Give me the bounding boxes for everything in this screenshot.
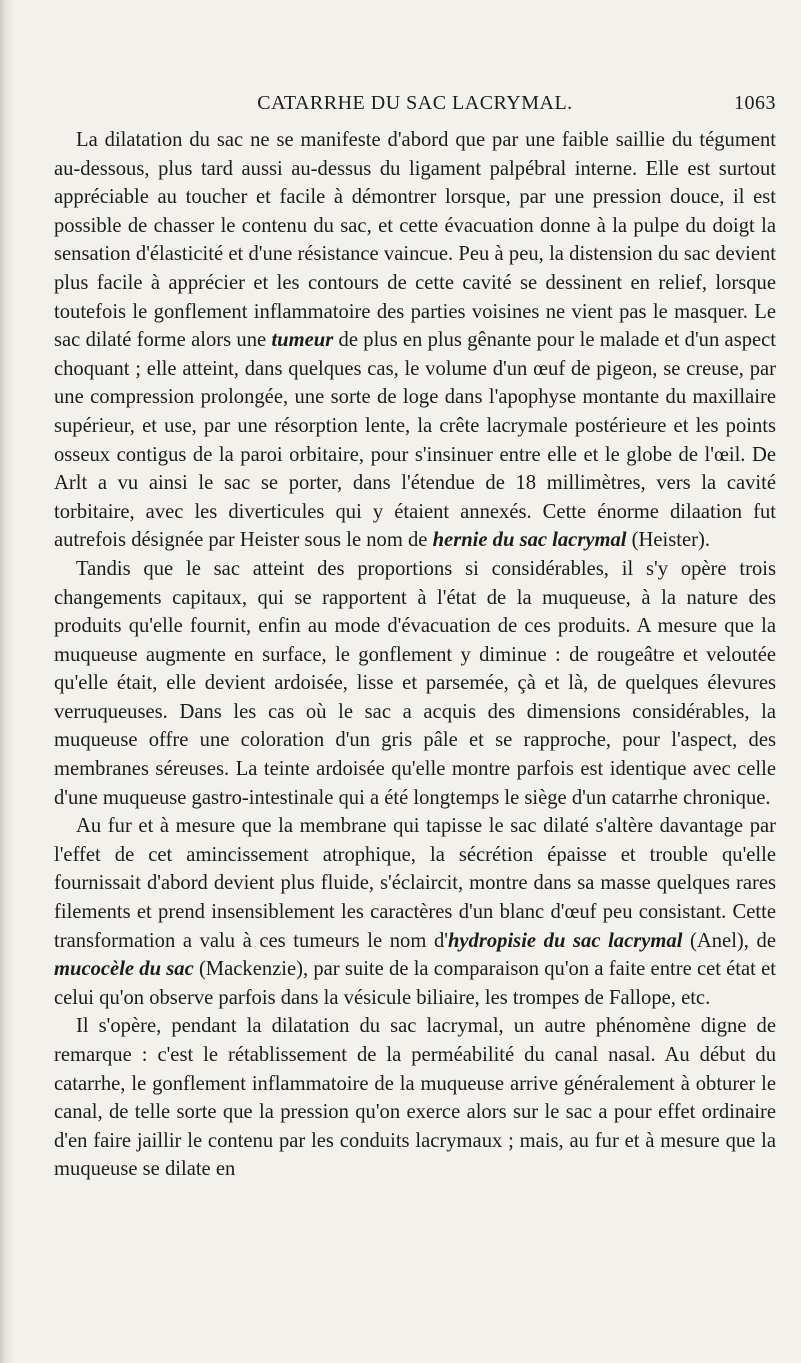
text-run: (Heister). xyxy=(626,529,710,552)
running-head xyxy=(54,92,776,122)
italic-term: hernie du sac lacrymal xyxy=(432,529,627,552)
paragraph xyxy=(54,555,776,812)
text-run: Il s'opère, pendant la dilatation du sac lacrymal, un autre phénomène digne de remarque : c'est le rétablissement de la perméabilité du canal nasal. Au début du catarrhe, le gonflement inflammatoire de la muqueuse arrive généralement à obturer le canal, de telle sorte que la pression qu'on exerce alors sur le sac a pour effet ordinaire d'en faire jaillir le contenu par les conduits lacrymaux ; mais, au fur et à mesure que la muqueuse se dilate en xyxy=(54,1015,776,1181)
body-text xyxy=(54,126,776,1184)
paragraph xyxy=(54,812,776,1012)
text-run: La dilatation du sac ne se manifeste d'abord que par une faible saillie du tégument au-dessous, plus tard aussi au-dessus du ligament palpébral interne. Elle est surtout appréciable au toucher et facile à démontrer lorsque, par une pression douce, il est possible de chasser le contenu du sac, et cette évacuation donne à la pulpe du doigt la sensation d'élasticité et d'une résistance vaincue. Peu à peu, la distension du sac devient plus facile à apprécier et les contours de cette cavité se dessinent en relief, lorsque toutefois le gonflement inflammatoire des parties voisines ne vient pas le masquer. Le sac dilaté forme alors une xyxy=(54,129,776,352)
text-run: (Anel), de xyxy=(682,929,776,952)
book-page xyxy=(54,92,776,1184)
running-title: CATARRHE DU SAC LACRYMAL. xyxy=(257,92,573,114)
text-run: de plus en plus gênante pour le malade et d'un aspect choquant ; elle atteint, dans quelques cas, le volume d'un œuf de pigeon, se creuse, par une compression prolongée, une sorte de loge dans l'apophyse montante du maxillaire supérieur, et use, par une résorption lente, la crête lacrymale postérieure et les points osseux contigus de la paroi orbitaire, pour s'insinuer entre elle et le globe de l'œil. De Arlt a vu ainsi le sac se porter, dans l'étendue de 18 millimètres, vers la cavité torbitaire, avec les diverticules qui y étaient annexés. Cette énorme dilaation fut autrefois désignée par Heister sous le nom de xyxy=(54,329,777,552)
paragraph xyxy=(54,126,776,555)
text-run: Au fur et à mesure que la membrane qui tapisse le sac dilaté s'altère davantage par l'effet de cet amincissement atrophique, la sécrétion épaisse et trouble qu'elle fournissait d'abord devient plus fluide, s'éclaircit, montre dans sa masse quelques rares filements et prend insensiblement les caractères d'un blanc d'œuf peu consistant. Cette transformation a valu à ces tumeurs le nom d' xyxy=(54,815,776,952)
italic-term: mucocèle du sac xyxy=(54,958,194,981)
italic-term: tumeur xyxy=(271,329,334,352)
text-run: Tandis que le sac atteint des proportions si considérables, il s'y opère trois changements capitaux, qui se rapportent à l'état de la muqueuse, à la nature des produits qu'elle fournit, enfin au mode d'évacuation de ces produits. A mesure que la muqueuse augmente en surface, le gonflement y diminue : de rougeâtre et veloutée qu'elle était, elle devient ardoisée, lisse et parsemée, çà et là, de quelques élevures verruqueuses. Dans les cas où le sac a acquis des dimensions considérables, la muqueuse offre une coloration d'un gris pâle et se rapproche, pour l'aspect, des membranes séreuses. La teinte ardoisée qu'elle montre parfois est identique avec celle d'une muqueuse gastro-intestinale qui a été longtemps le siège d'un catarrhe chronique. xyxy=(54,557,776,809)
page-number: 1063 xyxy=(734,92,776,114)
page-binding-edge xyxy=(0,0,14,1363)
text-run: (Mackenzie), par suite de la comparaison qu'on a faite entre cet état et celui qu'on observe parfois dans la vésicule biliaire, les trompes de Fallope, etc. xyxy=(54,958,776,1009)
paragraph xyxy=(54,1012,776,1184)
italic-term: hydropisie du sac lacrymal xyxy=(447,929,683,952)
